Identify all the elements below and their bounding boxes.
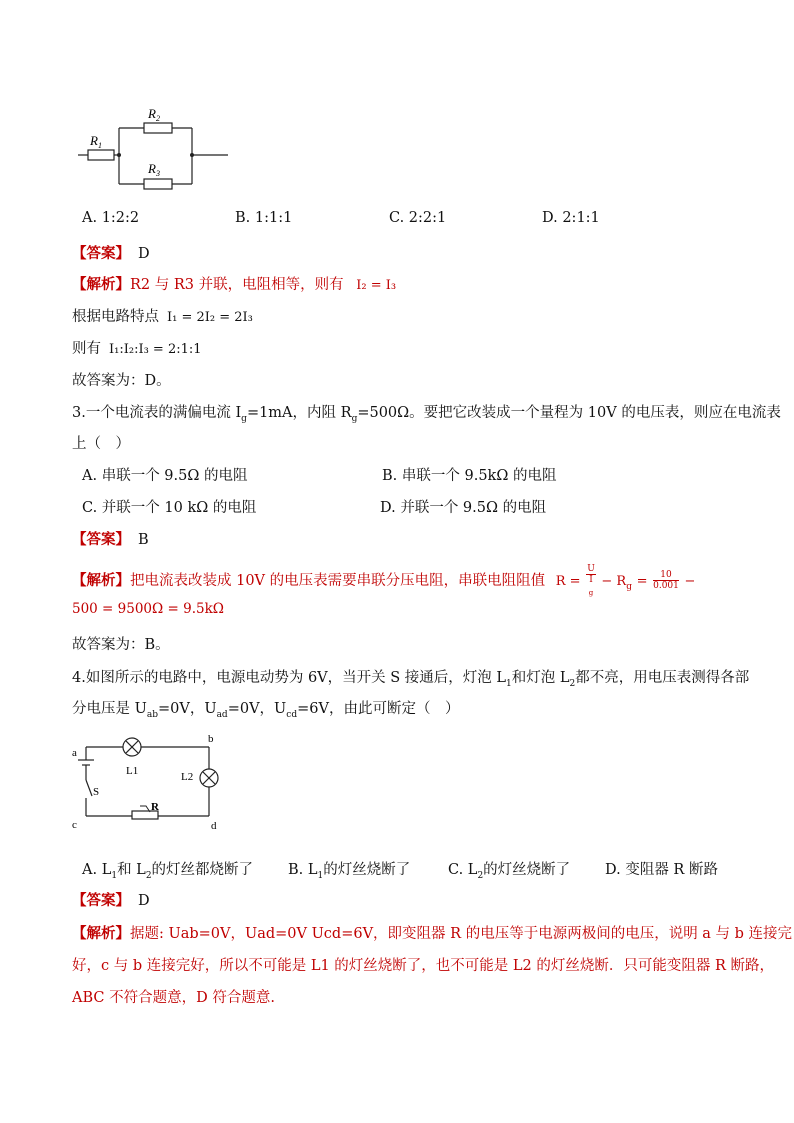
q2-analysis-line2: 根据电路特点 I₁ = 2I₂ = 2I₃ (72, 309, 253, 325)
q4-option-b[interactable]: B. $L_1$的灯丝烧断了 (288, 862, 411, 881)
q4-stem-line1: 4.如图所示的电路中，电源电动势为 6V，当开关 S 接通后，灯泡 $L_1$和灯泡 $L_2$都不亮，用电压表测得各部 (72, 670, 750, 689)
q2-analysis-line3: 则有 I₁:I₂:I₃ = 2:1:1 (72, 341, 202, 357)
q2-option-a[interactable]: A. 1:2:2 (82, 210, 140, 226)
q4-option-a[interactable]: A. $L_1$和 $L_2$的灯丝都烧断了 (82, 862, 254, 881)
q3-conclusion: 故答案为：B。 (72, 637, 170, 653)
q4-answer: 【答案】 D (72, 892, 150, 909)
q4-option-d[interactable]: D. 变阻器 R 断路 (605, 862, 718, 878)
q3-option-a[interactable]: A. 串联一个 9.5Ω 的电阻 (82, 468, 248, 484)
lamp-l2-label: L2 (181, 771, 194, 783)
q2-option-c[interactable]: C. 2:2:1 (389, 210, 447, 226)
q2-option-b[interactable]: B. 1:1:1 (235, 210, 293, 226)
node-a-label: a (72, 747, 77, 759)
node-b-label: b (208, 733, 214, 745)
lamp-switch-circuit (68, 732, 238, 832)
q4-analysis-line2: 好，c 与 b 连接完好，所以不可能是 L1 的灯丝烧断了，也不可能是 L2 的灯丝烧断．只可能变阻器 R 断路， (72, 958, 775, 974)
q3-stem-line2: 上（ ） (72, 436, 130, 452)
q3-option-d[interactable]: D. 并联一个 9.5Ω 的电阻 (380, 500, 547, 516)
q3-option-b[interactable]: B. 串联一个 9.5kΩ 的电阻 (382, 468, 557, 484)
q2-option-d[interactable]: D. 2:1:1 (542, 210, 600, 226)
parallel-resistor-circuit (70, 100, 240, 195)
q3-stem-line1: 3.一个电流表的满偏电流 $I_g=1mA$，内阻 $R_g=500\Omega$。要把它改装成一个量程为 10V 的电压表，则应在电流表 (72, 405, 781, 424)
q2-conclusion: 故答案为：D。 (72, 373, 171, 389)
node-d-label: d (211, 820, 217, 832)
q3-analysis-line2: 500 = 9500Ω = 9.5kΩ (72, 601, 224, 617)
q4-analysis-line3: ABC 不符合题意，D 符合题意. (72, 990, 275, 1006)
q2-answer: 【答案】 D (72, 245, 150, 262)
r1-label: $R_1$ (90, 133, 102, 150)
q3-analysis: 【解析】把电流表改装成 10V 的电压表需要串联分压电阻，串联电阻阻值 R = U I $_g$ − $R_g$ = $\frac{10}{0.001}$ − (72, 564, 696, 597)
r3-label: $R_3$ (148, 161, 160, 178)
q4-analysis-line1: 【解析】据题: Uab=0V，Uad=0V Ucd=6V，即变阻器 R 的电压等于电源两极间的电压，说明 a 与 b 连接完 (72, 925, 793, 942)
q4-stem-line2: 分电压是 $U_{ab}=0V$，$U_{ad}=0V$，$U_{cd}=6V$，由此可断定（ ） (72, 701, 460, 720)
q2-analysis: 【解析】R2 与 R3 并联，电阻相等，则有 I₂ = I₃ (72, 276, 397, 293)
lamp-l1-label: L1 (126, 765, 139, 777)
r2-label: $R_2$ (148, 106, 160, 123)
switch-s-label: S (93, 786, 100, 798)
q3-answer: 【答案】 B (72, 531, 149, 548)
node-c-label: c (72, 819, 77, 831)
rheostat-r-label: R (151, 801, 159, 813)
q3-option-c[interactable]: C. 并联一个 10 kΩ 的电阻 (82, 500, 257, 516)
q4-option-c[interactable]: C. $L_2$的灯丝烧断了 (448, 862, 571, 881)
